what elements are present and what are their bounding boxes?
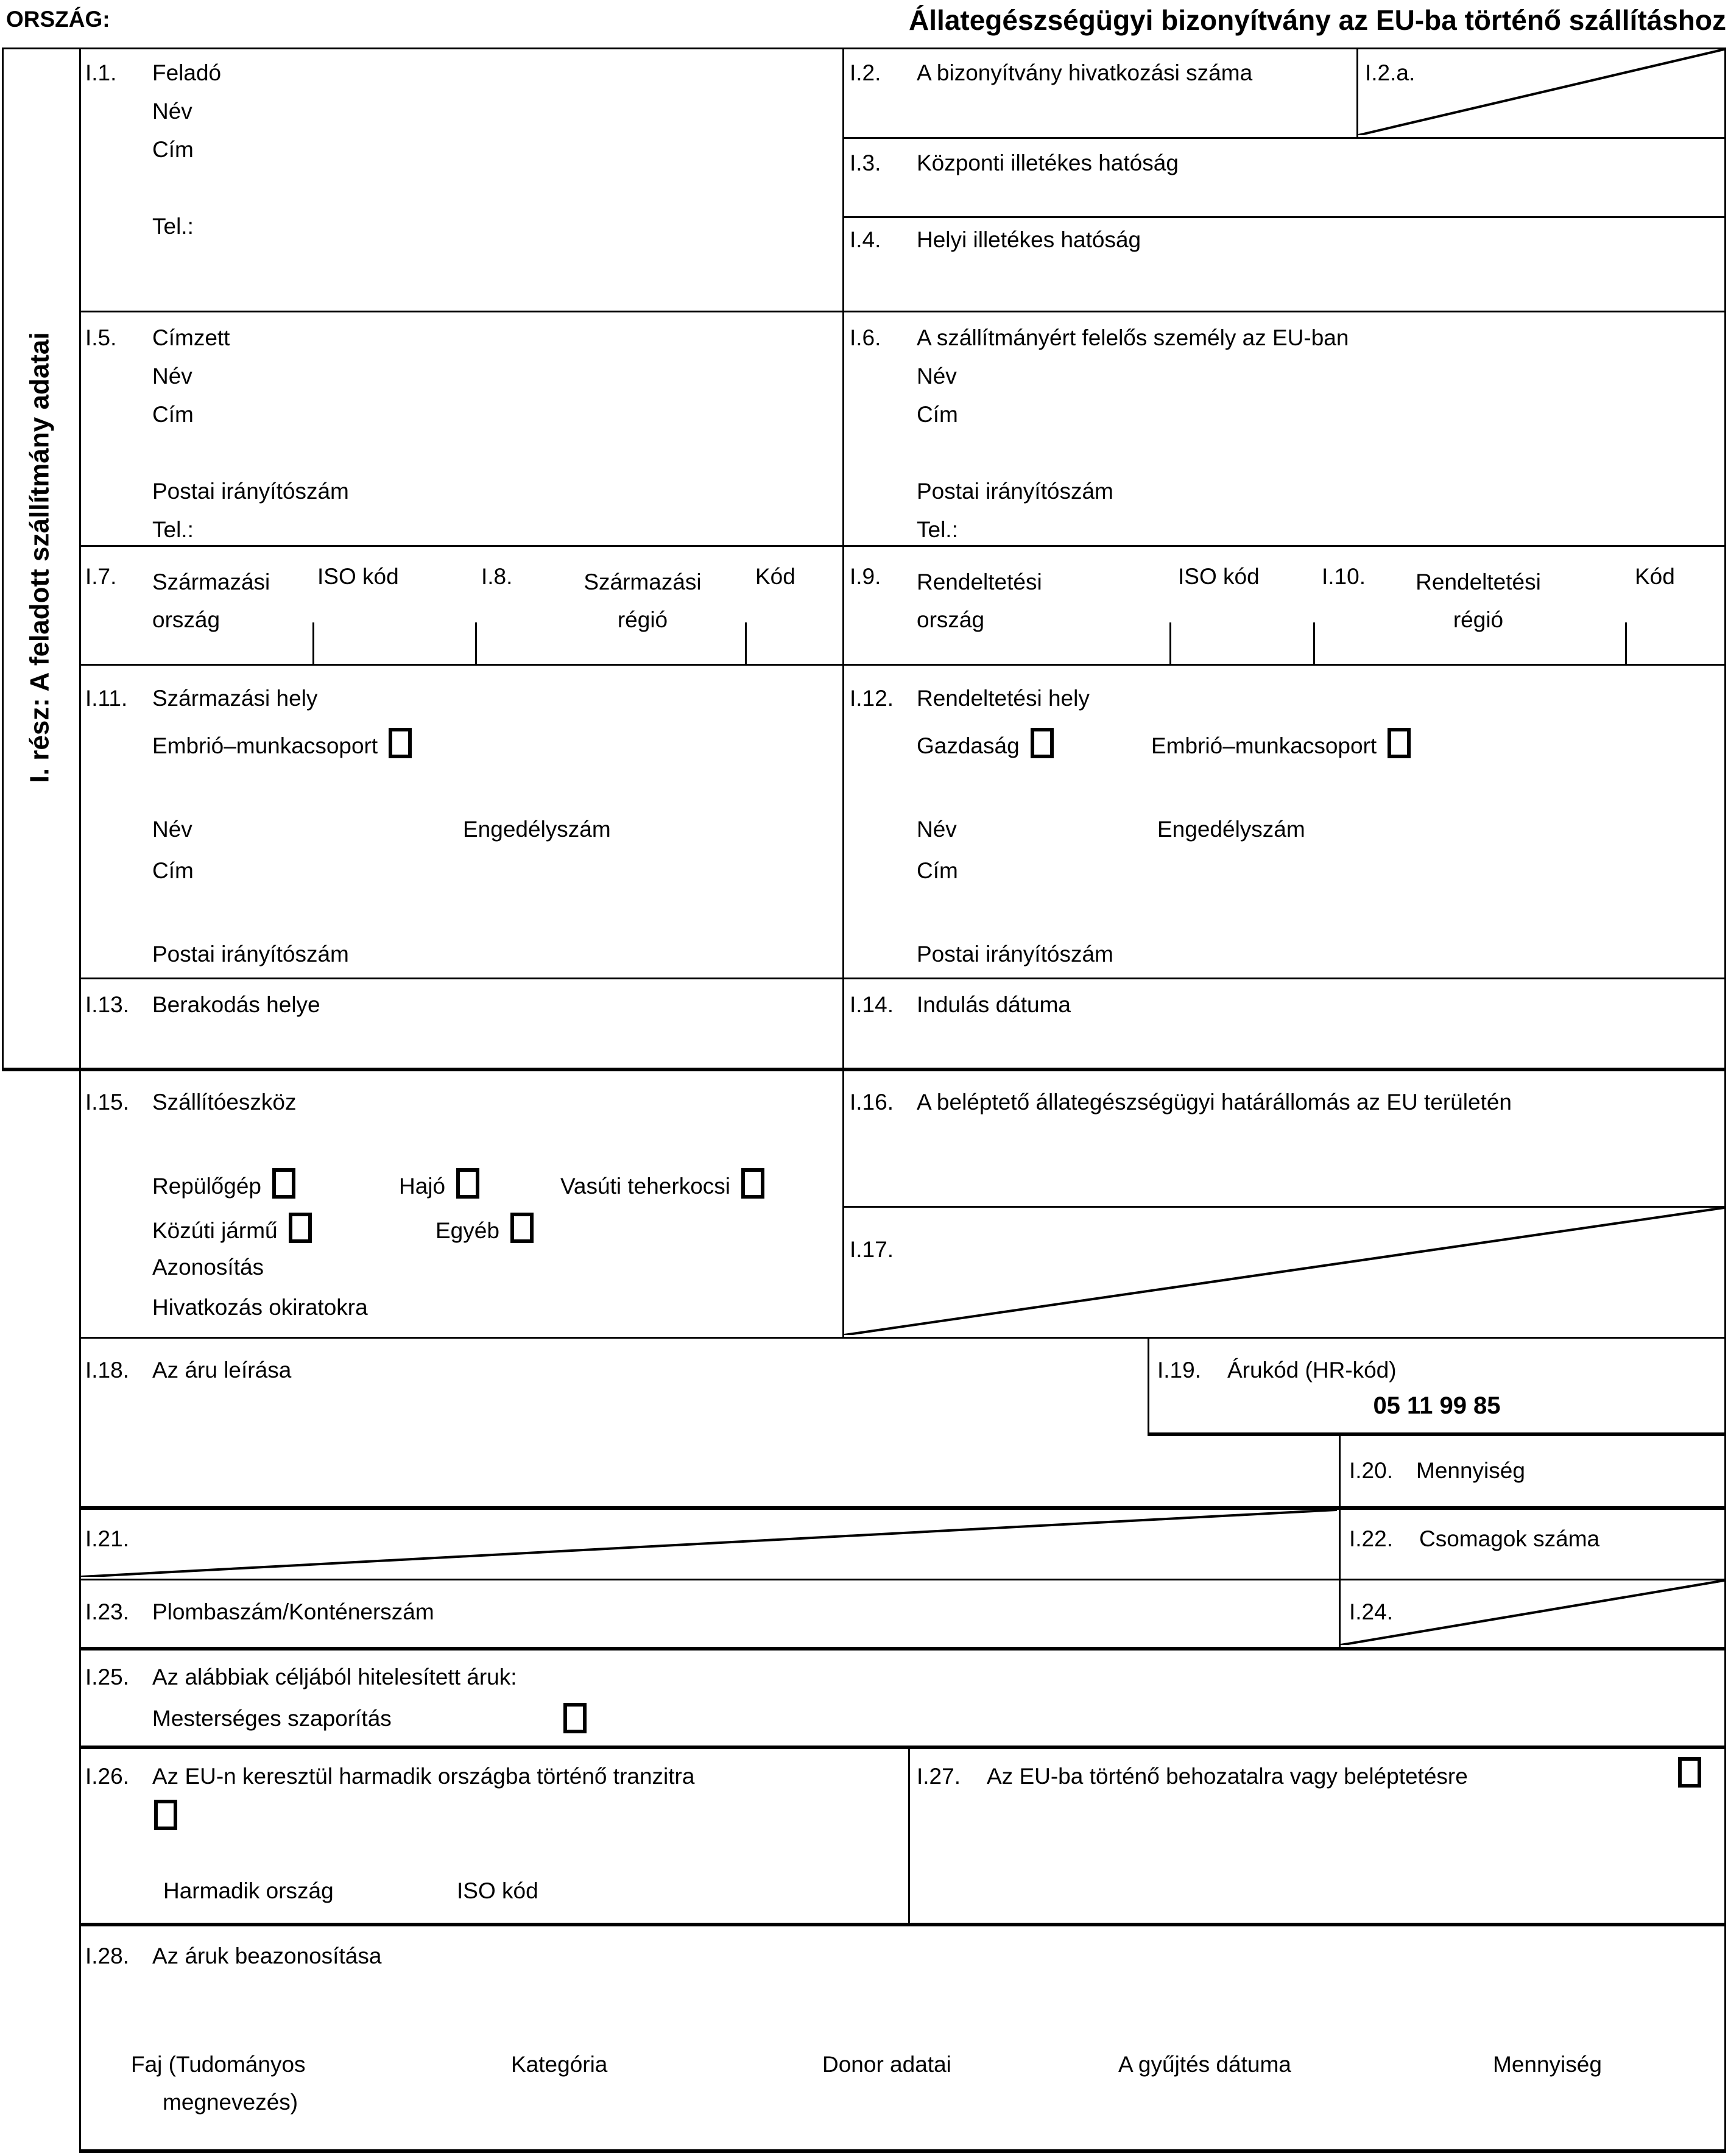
field-i2-label: A bizonyítvány hivatkozási száma: [917, 60, 1253, 85]
center-column-divider: [842, 48, 844, 1337]
i28-col-species-line1: Faj (Tudományos: [131, 2052, 306, 2077]
field-i15-identification-label: Azonosítás: [152, 1255, 264, 1280]
i15-railway-label: Vasúti teherkocsi: [560, 1174, 730, 1199]
i28-col-quantity: Mennyiség: [1493, 2052, 1602, 2077]
field-i8-label: Származási régió: [584, 569, 702, 632]
i28-col-species-line2: megnevezés): [163, 2090, 298, 2115]
field-i12-holding-option: [917, 728, 1054, 759]
field-i26-third-country-label: Harmadik ország: [163, 1878, 334, 1903]
field-i10-label: Rendeltetési régió: [1416, 569, 1541, 632]
table-bottom-border: [79, 2149, 1726, 2153]
i7-iso-column-tick: [312, 622, 314, 664]
field-i5-address-label: Cím: [152, 402, 194, 427]
field-i6-label: A szállítmányért felelős személy az EU-ban: [917, 325, 1349, 350]
field-i11-number: I.11.: [85, 686, 128, 711]
i15-ship-option: [399, 1168, 479, 1200]
field-i12-postal-label: Postai irányítószám: [917, 942, 1113, 967]
field-i4-number: I.4.: [850, 227, 881, 252]
divider-under-i15-i17: [79, 1337, 1726, 1339]
i28-col-category: Kategória: [511, 2052, 608, 2077]
field-i18-label: Az áru leírása: [152, 1358, 292, 1383]
field-i11-postal-label: Postai irányítószám: [152, 942, 349, 967]
i26-transit-checkbox[interactable]: [154, 1800, 177, 1830]
i10-column-tick: [1313, 622, 1315, 664]
divider-under-i1-i4: [79, 311, 1726, 312]
field-i26-number: I.26.: [85, 1764, 129, 1789]
field-i11-approval-label: Engedélyszám: [463, 817, 611, 842]
page-title: Állategészségügyi bizonyítvány az EU-ba történő szállításhoz: [909, 4, 1726, 36]
field-i5-tel-label: Tel.:: [152, 517, 194, 542]
field-i12-embryo-team-option: [1151, 728, 1411, 759]
field-i26-iso-label: ISO kód: [457, 1878, 538, 1903]
field-i5-name-label: Név: [152, 364, 192, 389]
field-i11-address-label: Cím: [152, 858, 194, 883]
field-i26-label: Az EU-n keresztül harmadik országba történő tranzitra: [152, 1764, 695, 1789]
field-i14-number: I.14.: [850, 992, 894, 1017]
field-i8-code-label: Kód: [755, 564, 795, 589]
divider-under-i2: [842, 137, 1726, 139]
i27-import-admission-checkbox[interactable]: [1678, 1757, 1701, 1788]
i21-diagonal-slash: [81, 1510, 1337, 1577]
i8-code-column-tick: [745, 622, 747, 664]
field-i21-number: I.21.: [85, 1526, 129, 1551]
divider-under-i11-i12: [79, 978, 1726, 979]
field-i12-approval-label: Engedélyszám: [1157, 817, 1305, 842]
i25-artificial-reproduction-checkbox[interactable]: [563, 1703, 587, 1733]
field-i10-number: I.10.: [1322, 564, 1366, 589]
i15-other-label: Egyéb: [436, 1218, 499, 1243]
i15-road-checkbox[interactable]: [289, 1213, 312, 1243]
field-i6-address-label: Cím: [917, 402, 958, 427]
field-i1-name-label: Név: [152, 99, 192, 124]
sidebar-right-border: [79, 48, 81, 2153]
part1-sidebar-label: I. rész: A feladott szállítmány adatai: [25, 332, 55, 783]
field-i17-number: I.17.: [850, 1237, 894, 1262]
field-i2-number: I.2.: [850, 60, 881, 85]
divider-under-i5-i6: [79, 545, 1726, 547]
i17-diagonal-slash: [844, 1208, 1724, 1335]
i28-col-collection-date: A gyűjtés dátuma: [1118, 2052, 1291, 2077]
i15-road-option: [152, 1213, 312, 1244]
field-i3-number: I.3.: [850, 150, 881, 175]
field-i7-label: Származási ország: [152, 569, 270, 632]
field-i18-number: I.18.: [85, 1358, 129, 1383]
i15-plane-label: Repülőgép: [152, 1174, 261, 1199]
part1-sidebar: [2, 48, 79, 1068]
field-i20-label: Mennyiség: [1416, 1458, 1525, 1483]
i15-ship-label: Hajó: [399, 1174, 446, 1199]
i12-embryo-team-checkbox[interactable]: [1388, 728, 1411, 758]
divider-under-i13-i14: [2, 1068, 1726, 1071]
i10-code-column-tick: [1625, 622, 1627, 664]
divider-under-i3: [842, 216, 1726, 218]
field-i25-label: Az alábbiak céljából hitelesített áruk:: [152, 1665, 517, 1689]
divider-under-i7-i10: [79, 664, 1726, 666]
field-i12-embryo-team-label: Embrió–munkacsoport: [1151, 733, 1377, 758]
field-i6-tel-label: Tel.:: [917, 517, 958, 542]
field-i25-number: I.25.: [85, 1665, 129, 1689]
i9-iso-column-tick: [1169, 622, 1171, 664]
i15-other-checkbox[interactable]: [510, 1213, 534, 1243]
field-i12-number: I.12.: [850, 686, 894, 711]
i28-col-donor: Donor adatai: [822, 2052, 951, 2077]
i12-holding-checkbox[interactable]: [1031, 728, 1054, 758]
field-i10-code-label: Kód: [1635, 564, 1675, 589]
field-i16-label: A beléptető állategészségügyi határállomás az EU területén: [917, 1090, 1512, 1115]
field-i5-label: Címzett: [152, 325, 230, 350]
field-i15-doc-ref-label: Hivatkozás okiratokra: [152, 1295, 368, 1320]
divider-i26-i27: [908, 1746, 910, 1923]
field-i4-label: Helyi illetékes hatóság: [917, 227, 1141, 252]
field-i14-label: Indulás dátuma: [917, 992, 1071, 1017]
field-i12-label: Rendeltetési hely: [917, 686, 1090, 711]
field-i9-iso-label: ISO kód: [1178, 564, 1260, 589]
field-i11-embryo-team-option: [152, 728, 412, 759]
field-i19-number: I.19.: [1157, 1358, 1201, 1383]
i15-plane-option: [152, 1168, 295, 1200]
field-i24-number: I.24.: [1349, 1599, 1393, 1624]
field-i9-label: Rendeltetési ország: [917, 569, 1042, 632]
divider-under-i25: [79, 1746, 1726, 1749]
field-i5-number: I.5.: [85, 325, 117, 350]
field-i28-label: Az áruk beazonosítása: [152, 1943, 382, 1968]
field-i6-name-label: Név: [917, 364, 957, 389]
field-i1-address-label: Cím: [152, 137, 194, 162]
field-i11-label: Származási hely: [152, 686, 318, 711]
field-i7-iso-label: ISO kód: [317, 564, 399, 589]
field-i2a-number: I.2.a.: [1365, 60, 1416, 85]
table-right-border: [1724, 48, 1726, 2153]
field-i11-name-label: Név: [152, 817, 192, 842]
field-i1-number: I.1.: [85, 60, 117, 85]
i11-embryo-team-checkbox[interactable]: [389, 728, 412, 758]
field-i22-number: I.22.: [1349, 1526, 1393, 1551]
field-i16-number: I.16.: [850, 1090, 894, 1115]
field-i9-number: I.9.: [850, 564, 881, 589]
table-left-border-upper: [2, 48, 4, 1068]
divider-under-i26-i27: [79, 1923, 1726, 1926]
divider-under-i23-i24: [79, 1647, 1726, 1650]
i8-column-tick: [475, 622, 477, 664]
field-i8-number: I.8.: [481, 564, 513, 589]
field-i23-number: I.23.: [85, 1599, 129, 1624]
field-i22-label: Csomagok száma: [1419, 1526, 1600, 1551]
i15-other-option: [436, 1213, 534, 1244]
field-i12-name-label: Név: [917, 817, 957, 842]
i15-plane-checkbox[interactable]: [272, 1168, 295, 1199]
field-i5-postal-label: Postai irányítószám: [152, 479, 349, 504]
i15-railway-option: [560, 1168, 764, 1200]
i24-diagonal-slash: [1341, 1580, 1724, 1645]
field-i1-label: Feladó: [152, 60, 222, 85]
field-i15-label: Szállítóeszköz: [152, 1090, 297, 1115]
field-i12-holding-label: Gazdaság: [917, 733, 1020, 758]
i15-ship-checkbox[interactable]: [456, 1168, 479, 1199]
field-i27-label: Az EU-ba történő behozatalra vagy beléptetésre: [987, 1764, 1468, 1789]
field-i27-number: I.27.: [917, 1764, 961, 1789]
field-i11-embryo-team-label: Embrió–munkacsoport: [152, 733, 378, 758]
i15-railway-checkbox[interactable]: [741, 1168, 764, 1199]
field-i20-number: I.20.: [1349, 1458, 1393, 1483]
i15-road-label: Közúti jármű: [152, 1218, 278, 1243]
field-i25-artificial-label: Mesterséges szaporítás: [152, 1706, 392, 1731]
field-i1-tel-label: Tel.:: [152, 214, 194, 239]
field-i6-postal-label: Postai irányítószám: [917, 479, 1113, 504]
field-i28-number: I.28.: [85, 1943, 129, 1968]
field-i19-label: Árukód (HR-kód): [1227, 1358, 1397, 1383]
field-i6-number: I.6.: [850, 325, 881, 350]
country-label: ORSZÁG:: [6, 7, 110, 32]
divider-under-i19: [1148, 1432, 1726, 1436]
field-i12-address-label: Cím: [917, 858, 958, 883]
field-i3-label: Központi illetékes hatóság: [917, 150, 1179, 175]
field-i15-number: I.15.: [85, 1090, 129, 1115]
field-i13-label: Berakodás helye: [152, 992, 320, 1017]
field-i23-label: Plombaszám/Konténerszám: [152, 1599, 434, 1624]
field-i19-hs-code: 05 11 99 85: [1373, 1392, 1501, 1419]
field-i7-number: I.7.: [85, 564, 117, 589]
field-i13-number: I.13.: [85, 992, 129, 1017]
